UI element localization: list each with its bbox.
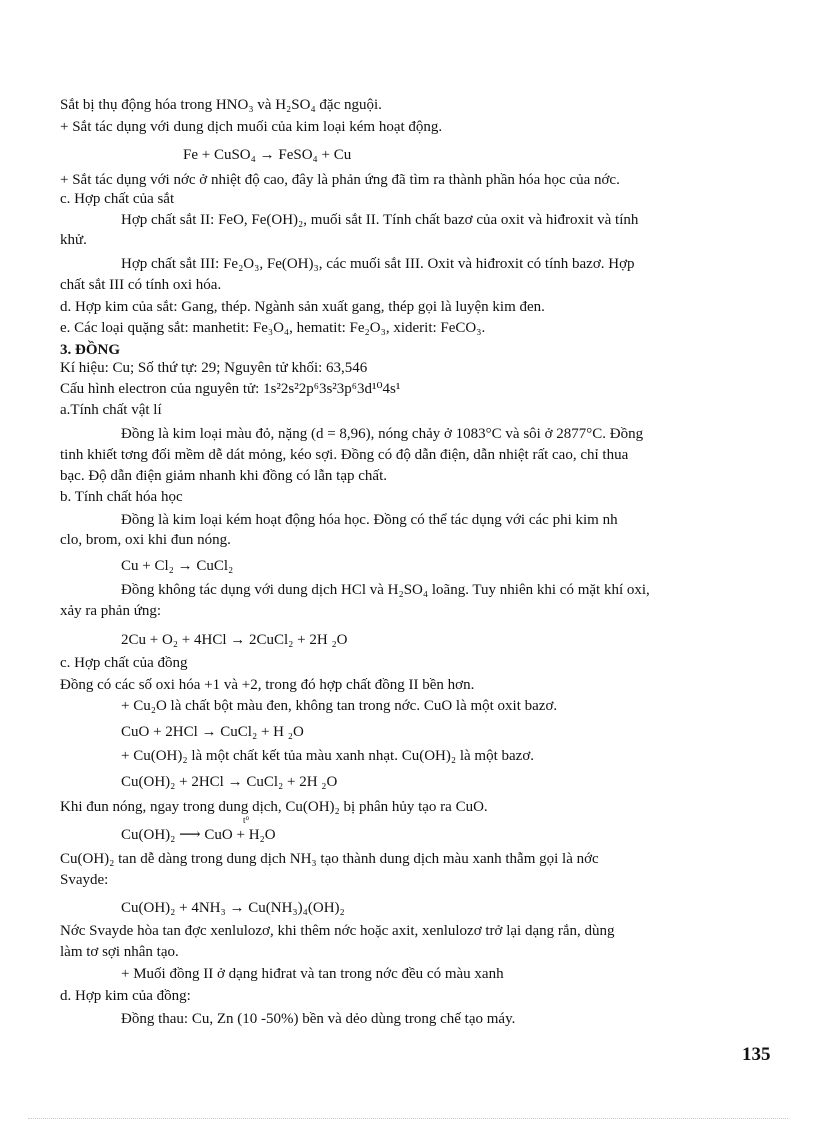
page-number: 135: [742, 1044, 771, 1065]
equation-line: Fe + CuSO₄ → FeSO₄ + Cu: [183, 147, 352, 163]
text-line: + Cu₂O là chất bột màu đen, không tan trong nớc. CuO là một oxit bazơ.: [121, 698, 558, 714]
text-line: Nớc Svayde hòa tan đợc xenlulozơ, khi thêm nớc hoặc axit, xenlulozơ trở lại dạng rắn, dùng: [60, 923, 615, 939]
text-line: clo, brom, oxi khi đun nóng.: [60, 532, 231, 548]
text-line: Svayde:: [60, 872, 109, 888]
text-line: khử.: [60, 232, 87, 248]
section-heading: c. Hợp chất của đồng: [60, 655, 188, 671]
equation-line: Cu(OH)₂ ⟶ CuO + H₂O: [121, 827, 276, 843]
text-line: e. Các loại quặng sắt: manhetit: Fe₃O₄, hematit: Fe₂O₃, xiderit: FeCO₃.: [60, 320, 486, 336]
arrow-condition-label: t⁰: [243, 815, 250, 825]
text-line: + Cu(OH)₂ là một chất kết tủa màu xanh nhạt. Cu(OH)₂ là một bazơ.: [121, 748, 534, 764]
equation-line: Cu(OH)₂ + 2HCl → CuCl₂ + 2H ₂O: [121, 774, 338, 790]
equation-line: Cu(OH)₂ + 4NH₃ → Cu(NH₃)₄(OH)₂: [121, 900, 345, 916]
text-line: Đồng có các số oxi hóa +1 và +2, trong đó hợp chất đồng II bền hơn.: [60, 677, 475, 693]
text-line: d. Hợp kim của sắt: Gang, thép. Ngành sản xuất gang, thép gọi là luyện kim đen.: [60, 299, 545, 315]
text-line: Sắt bị thụ động hóa trong HNO₃ và H₂SO₄ đặc nguội.: [60, 97, 382, 113]
text-line: Đồng là kim loại kém hoạt động hóa học. Đồng có thể tác dụng với các phi kim nh: [121, 512, 618, 528]
text-line: Cấu hình electron của nguyên tử: 1s²2s²2p⁶3s²3p⁶3d¹⁰4s¹: [60, 381, 401, 397]
text-line: tinh khiết tơng đối mềm dễ dát mỏng, kéo sợi. Đồng có độ dẫn điện, dẫn nhiệt rất cao, chỉ thua: [60, 447, 629, 463]
text-line: + Sắt tác dụng với dung dịch muối của kim loại kém hoạt động.: [60, 119, 443, 135]
text-line: Đồng là kim loại màu đỏ, nặng (d = 8,96), nóng chảy ở 1083°C và sôi ở 2877°C. Đồng: [121, 426, 644, 442]
text-line: + Muối đồng II ở dạng hiđrat và tan trong nớc đều có màu xanh: [121, 966, 504, 982]
text-line: Cu(OH)₂ tan dễ dàng trong dung dịch NH₃ tạo thành dung dịch màu xanh thẫm gọi là nớc: [60, 851, 599, 867]
text-line: Đồng không tác dụng với dung dịch HCl và H₂SO₄ loãng. Tuy nhiên khi có mặt khí oxi,: [121, 582, 650, 598]
section-heading: a.Tính chất vật lí: [60, 402, 162, 418]
text-line: Kí hiệu: Cu; Số thứ tự: 29; Nguyên tử khối: 63,546: [60, 360, 368, 376]
text-line: xảy ra phản ứng:: [60, 603, 162, 619]
footer-divider: [28, 1118, 788, 1119]
text-line: Đồng thau: Cu, Zn (10 -50%) bền và dẻo dùng trong chế tạo máy.: [121, 1011, 516, 1027]
chapter-heading: 3. ĐỒNG: [60, 342, 120, 358]
text-line: làm tơ sợi nhân tạo.: [60, 944, 179, 960]
text-line: bạc. Độ dẫn điện giảm nhanh khi đồng có lẫn tạp chất.: [60, 468, 387, 484]
text-line: Khi đun nóng, ngay trong dung dịch, Cu(OH)₂ bị phân hủy tạo ra CuO.: [60, 799, 488, 815]
text-line: chất sắt III có tính oxi hóa.: [60, 277, 222, 293]
text-line: + Sắt tác dụng với nớc ở nhiệt độ cao, đây là phản ứng đã tìm ra thành phần hóa học của nớc.: [60, 172, 620, 188]
section-heading: b. Tính chất hóa học: [60, 489, 183, 505]
section-heading: c. Hợp chất của sắt: [60, 191, 175, 207]
equation-line: CuO + 2HCl → CuCl₂ + H ₂O: [121, 724, 304, 740]
text-line: Hợp chất sắt III: Fe₂O₃, Fe(OH)₃, các muối sắt III. Oxit và hiđroxit có tính bazơ. Hợp: [121, 256, 635, 272]
equation-line: 2Cu + O₂ + 4HCl → 2CuCl₂ + 2H ₂O: [121, 632, 348, 648]
equation-line: Cu + Cl₂ → CuCl₂: [121, 558, 234, 574]
section-heading: d. Hợp kim của đồng:: [60, 988, 191, 1004]
text-line: Hợp chất sắt II: FeO, Fe(OH)₂, muối sắt II. Tính chất bazơ của oxit và hiđroxit và tính: [121, 212, 639, 228]
